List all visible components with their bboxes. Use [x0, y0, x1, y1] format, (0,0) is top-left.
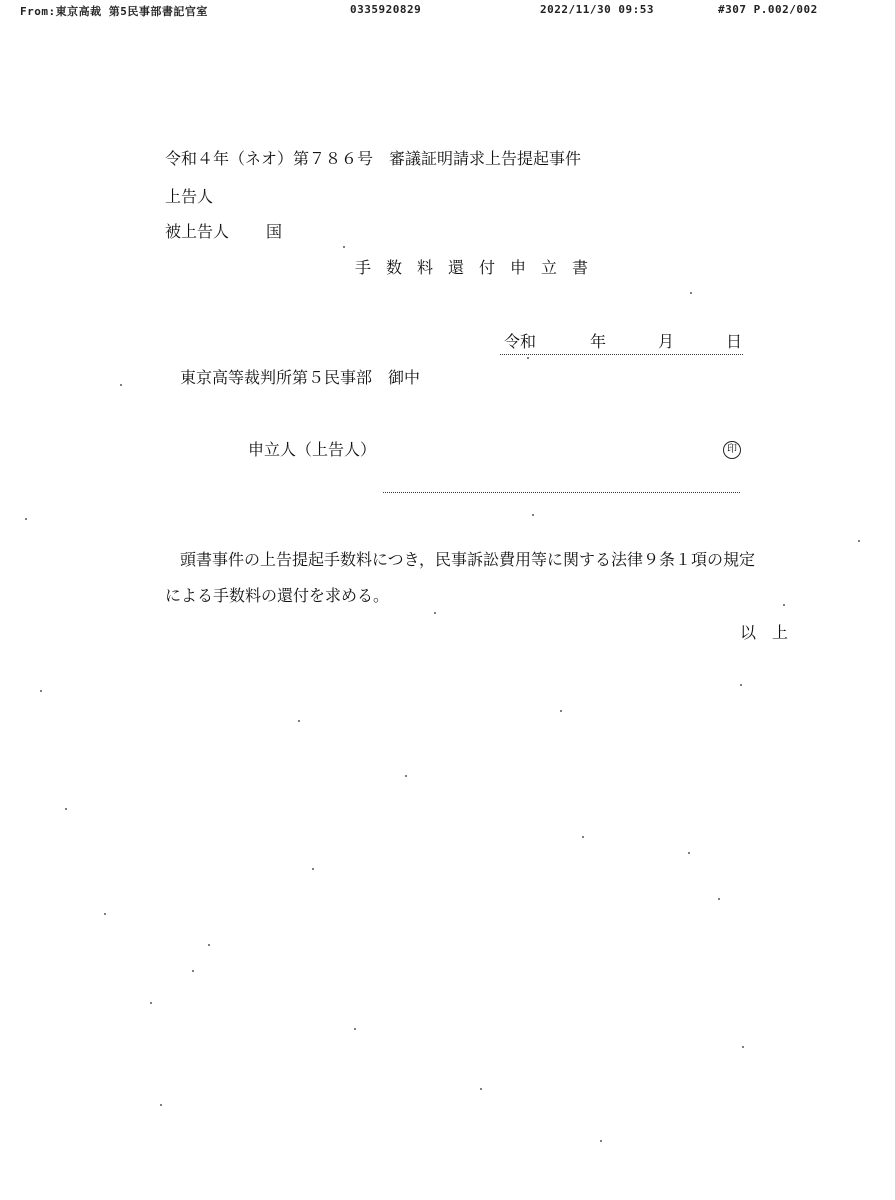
seal-mark: 印 [723, 441, 741, 459]
scan-speck [434, 612, 436, 614]
scan-speck [65, 808, 67, 810]
closing-remark: 以上 [740, 623, 805, 642]
scan-speck [600, 1140, 602, 1142]
scan-speck [150, 1002, 152, 1004]
scan-speck [343, 246, 345, 248]
scan-speck [40, 690, 42, 692]
date-day-label: 日 [726, 332, 743, 351]
scan-speck [160, 1104, 162, 1106]
scan-speck [25, 518, 27, 520]
scan-speck [405, 775, 407, 777]
date-year-label: 年 [590, 332, 607, 351]
scan-speck [354, 1028, 356, 1030]
scan-speck [690, 292, 692, 294]
fax-page-number: #307 P.002/002 [718, 3, 818, 16]
date-field [500, 332, 743, 355]
scan-speck [298, 720, 300, 722]
fax-phone-number: 0335920829 [350, 3, 422, 16]
addressee-court: 東京高等裁判所第５民事部 御中 [180, 368, 421, 387]
appellant-label: 上告人 [165, 187, 214, 206]
body-text-line-2: による手数料の還付を求める。 [165, 586, 390, 605]
scan-speck [312, 868, 314, 870]
scan-speck [104, 913, 106, 915]
appellee-label: 被上告人 [165, 222, 230, 241]
document-title: 手数料還付申立書 [355, 258, 604, 277]
scan-speck [742, 1046, 744, 1048]
date-era: 令和 [504, 332, 537, 351]
applicant-label: 申立人（上告人） [248, 440, 377, 459]
scan-speck [718, 898, 720, 900]
scan-speck [858, 540, 860, 542]
fax-from: From:東京高裁 第5民事部書記官室 [20, 5, 208, 18]
scan-speck [192, 970, 194, 972]
body-text-line-1: 頭書事件の上告提起手数料につき，民事訴訟費用等に関する法律９条１項の規定 [180, 550, 756, 569]
appellee-name: 国 [266, 222, 283, 241]
signature-line [383, 492, 740, 493]
scan-speck [688, 852, 690, 854]
scan-speck [582, 836, 584, 838]
scan-speck [783, 604, 785, 606]
date-month-label: 月 [658, 332, 675, 351]
scan-speck [740, 684, 742, 686]
scan-speck [208, 944, 210, 946]
case-number-line: 令和４年（ネオ）第７８６号 審議証明請求上告提起事件 [165, 149, 582, 168]
scan-speck [120, 384, 122, 386]
fax-datetime: 2022/11/30 09:53 [540, 3, 654, 16]
scan-speck [532, 514, 534, 516]
fax-header [0, 3, 895, 19]
scan-speck [527, 357, 529, 359]
scan-speck [480, 1088, 482, 1090]
scan-speck [560, 710, 562, 712]
